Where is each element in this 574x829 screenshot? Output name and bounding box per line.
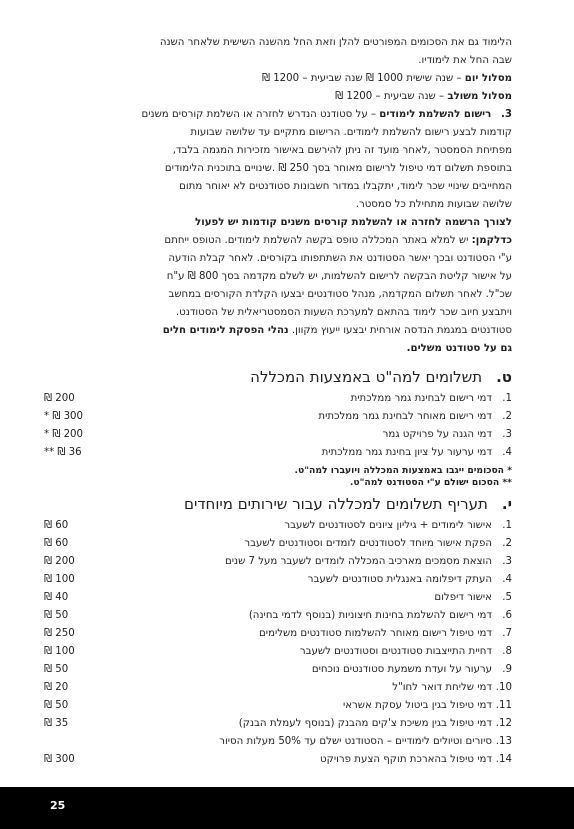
item3-line: שלושה שבועות מתחילת כל סמסטר.: [355, 199, 512, 210]
section-y-heading: [48, 495, 512, 513]
item3-line: ע"י הסטודנט ובכך יאשר הסטודנט את השתתפותו בקורסים. לאחר קבלת הודעה: [168, 253, 512, 264]
row-price: 250 ₪: [44, 628, 75, 639]
row-number: 14.: [495, 754, 512, 765]
item3-line: [48, 232, 512, 250]
row-description: דמי טיפול רישום מאוחר להשלמות סטודנטים משלימים: [259, 628, 492, 639]
row-price: 50 ₪: [44, 664, 69, 675]
row-price: 200 ₪: [44, 393, 75, 404]
section-t-heading: [48, 368, 512, 386]
row-number: 1.: [502, 520, 512, 531]
day-track-line: [48, 70, 512, 88]
section-y-title: תעריף תשלומים למכללה עבור שירותים מיוחדים: [184, 495, 488, 513]
row-description: דמי ערעור על ציון בחינת גמר ממלכתית: [321, 447, 492, 458]
item3-line: קודמות לבצע רישום להשלמת לימודים. הרישום מתקיים עד שלושה שבועות: [190, 127, 512, 138]
page-footer: [0, 787, 574, 829]
day-track-text: – שנה שישית 1000 ₪ שנה שביעית – 1200 ₪: [261, 73, 465, 84]
section-t-list: [44, 390, 512, 462]
row-price: 200 ₪ *: [44, 429, 84, 440]
item3-line: המחייבים שינויי שכר לימוד, יתקבלו במדור חשבונות סטודנטים לא יאוחר מתום: [179, 181, 512, 192]
row-number: 7.: [502, 628, 512, 639]
row-number: 9.: [502, 664, 512, 675]
row-price: 50 ₪: [44, 700, 69, 711]
fee-row: [44, 751, 512, 769]
row-price: 100 ₪: [44, 574, 75, 585]
fee-row: [44, 607, 512, 625]
row-price: 50 ₪: [44, 610, 69, 621]
item3-bold-line: לצורך הרשמה לחזרה או להשלמת קורסים משנים קודמות יש לפעול: [195, 217, 512, 228]
row-description: סיורים וטיולים לימודיים – הסטודנט ישלם עד 50% מעלות הסיור: [219, 736, 492, 747]
fee-row: [44, 715, 512, 733]
page-number: 25: [50, 799, 66, 812]
fee-row: [44, 697, 512, 715]
section-t-letter: ט.: [496, 368, 512, 386]
row-description: דמי רישום להשלמת בחינות חיצוניות (בנוסף לדמי בחינה): [248, 610, 492, 621]
item3-bold-start: כדלקמן:: [471, 235, 512, 246]
row-number: 4.: [502, 447, 512, 458]
row-description: דמי הגנה על פרויקט גמר: [382, 429, 492, 440]
row-price: 300 ₪: [44, 754, 75, 765]
mixed-track-text: – שנה שביעית – 1200 ₪: [335, 91, 448, 102]
fee-row: [44, 390, 512, 408]
row-description: דמי טיפול בהארכת תוקף הצעת פרויקט: [320, 754, 492, 765]
fee-row: [44, 553, 512, 571]
row-number: 10.: [495, 682, 512, 693]
row-number: 4.: [502, 574, 512, 585]
row-number: 12.: [495, 718, 512, 729]
row-description: ערעור על ועדת משמעת סטודנטים נוכחים: [311, 664, 492, 675]
mixed-track-line: [48, 88, 512, 106]
section-t-note: ** הסכום ישולם ע"י הסטודנט למה"ט.: [349, 477, 512, 488]
item3-text: סטודנטים במגמת הנדסה אורחית יבצעו ייעוץ מקוון.: [288, 325, 512, 336]
fee-row: [44, 571, 512, 589]
item3-line: ויתבצע חיוב שכר לימוד בהתאם למערכת השעות הסמסטריאלית של הסטודנט.: [175, 307, 512, 318]
item3-bold-line: גם על סטודנט משלים.: [406, 343, 512, 354]
row-description: דמי טיפול בגין משיכת צ'קים מהבנק (בנוסף לעמלת הבנק): [238, 718, 492, 729]
row-description: הוצאת מסמכים מארכיב המכללה לומדים לשעבר מעל 7 שנים: [224, 556, 492, 567]
row-description: אישור לימודים + גיליון ציונים לסטודנטים לשעבר: [284, 520, 492, 531]
row-price: 35 ₪: [44, 718, 69, 729]
row-number: 11.: [495, 700, 512, 711]
mixed-track-label: מסלול משולב: [447, 91, 512, 102]
row-description: דמי רישום מאוחר לבחינת גמר ממלכתית: [318, 411, 492, 422]
intro-line: שבה החל את לימודיו.: [418, 55, 512, 66]
intro-line: הלימוד גם את הסכומים המפורטים להלן וזאת החל מהשנה השישית שלאחר השנה: [159, 37, 512, 48]
item3-text: – על סטודנט הנדרש לחזרה או השלמת קורסים משנים: [141, 109, 380, 120]
item3-line: על אישור קליטת הבקשה לרישום להשלמות, יש לשלם מקדמה בסך 800 ₪ ע"ח: [166, 271, 512, 282]
item3-line: [48, 106, 512, 124]
row-description: דמי רישום לבחינת גמר ממלכתית: [350, 393, 492, 404]
fee-row: [44, 625, 512, 643]
row-price: 20 ₪: [44, 682, 69, 693]
row-price: 36 ₪ **: [44, 447, 82, 458]
fee-row: [44, 643, 512, 661]
row-description: דמי שליחת דואר לחו"ל: [392, 682, 492, 693]
day-track-label: מסלול יום: [464, 73, 512, 84]
fee-row: [44, 661, 512, 679]
fee-row: [44, 535, 512, 553]
fee-row: [44, 426, 512, 444]
row-description: הפקת אישור מיוחד לסטודנטים לומדים וסטודנטים לשעבר: [244, 538, 492, 549]
section-t-title: תשלומים למה"ט באמצעות המכללה: [250, 368, 483, 386]
fee-row: [44, 444, 512, 462]
row-description: אישור דיפלום: [434, 592, 492, 603]
fee-row: [44, 408, 512, 426]
fee-row: [44, 733, 512, 751]
row-number: 6.: [502, 610, 512, 621]
row-price: 60 ₪: [44, 538, 69, 549]
row-price: 200 ₪: [44, 556, 75, 567]
section-y-list: [44, 517, 512, 769]
row-number: 1.: [502, 393, 512, 404]
fee-row: [44, 589, 512, 607]
item3-line: מפתיחת הסמסטר ,לאחר מועד זה ניתן להירשם באישור מזכירות המגמה בלבד,: [172, 145, 512, 156]
item3-text: יש למלא באתר המכללה טופס בקשה להשלמת לימודים. הטופס ייחתם: [164, 235, 472, 246]
row-description: דמי טיפול בגין ביטול עסקת אשראי: [342, 700, 492, 711]
section-t-note: * הסכומים ייגבו באמצעות המכללה ויועברו למה"ט.: [294, 465, 512, 476]
row-number: 3.: [502, 556, 512, 567]
row-price: 60 ₪: [44, 520, 69, 531]
row-price: 300 ₪ *: [44, 411, 84, 422]
fee-row: [44, 517, 512, 535]
section-y-letter: י.: [501, 495, 512, 513]
row-number: 2.: [502, 538, 512, 549]
row-number: 13.: [495, 736, 512, 747]
row-description: העתק דיפלומה באנגלית סטודנטים לשעבר: [307, 574, 492, 585]
item3-number: 3.: [501, 109, 512, 120]
row-price: 40 ₪: [44, 592, 69, 603]
row-number: 3.: [502, 429, 512, 440]
item3-bold-text: נהלי הפסקת לימודים חלים: [162, 325, 289, 336]
row-number: 5.: [502, 592, 512, 603]
fee-row: [44, 679, 512, 697]
row-price: 100 ₪: [44, 646, 75, 657]
item3-line: [48, 322, 512, 340]
item3-line: שכ"ל. לאחר תשלום המקדמה, מנהל סטודנטים יבצעו הקלדת הקורסים במחשב: [168, 289, 512, 300]
row-description: דחיית התייצבות סטודנטים וסטודנטים לשעבר: [299, 646, 492, 657]
row-number: 8.: [502, 646, 512, 657]
item3-title: רישום להשלמת לימודים: [379, 109, 492, 120]
item3-line: בתוספת תשלום דמי טיפול לרישום מאוחר בסך 250 ₪ .שינויים בתוכנית הלימודים: [164, 163, 512, 174]
row-number: 2.: [502, 411, 512, 422]
